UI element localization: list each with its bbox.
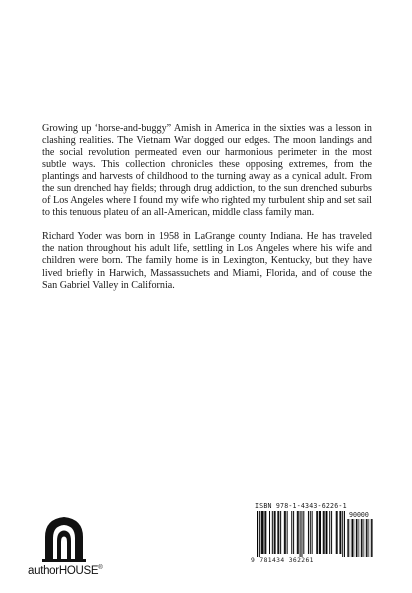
barcode-bar (278, 511, 279, 554)
barcode-bar (326, 511, 327, 554)
barcode-bar (291, 511, 292, 554)
addon-bar (372, 519, 373, 557)
addon-bar (356, 519, 357, 557)
barcode-bar (323, 511, 324, 554)
barcode-digits: 9 781434 362261 (251, 557, 314, 564)
barcode-bar (274, 511, 275, 554)
publisher-name-bold: HOUSE (58, 565, 99, 577)
barcode-bar (277, 511, 278, 554)
publisher-name-light: author (28, 565, 59, 577)
barcode-bar (331, 511, 332, 554)
blurb-paragraph-author-bio: Richard Yoder was born in 1958 in LaGrange county Indiana. He has traveled the nation throughout his adult life, settling in Los Angeles where his wife and children were born. The family home is in Lexington, Kentucky, but they have lived briefly in Harwich, Massassuchets and Miami, Florida, and of couse the San Gabriel Valley in California. (42, 231, 372, 291)
isbn-barcode (251, 502, 379, 568)
barcode-bar (319, 511, 320, 554)
barcode-bar (316, 511, 317, 554)
addon-bar (359, 519, 360, 557)
barcode-bar (303, 511, 304, 554)
authorhouse-arch-icon (42, 515, 86, 563)
barcode-bar (297, 511, 298, 554)
addon-bar (347, 519, 348, 557)
addon-bar (358, 519, 359, 557)
barcode-bar (275, 511, 276, 554)
addon-bar (366, 519, 367, 557)
barcode-bar (259, 511, 260, 557)
addon-bar (361, 519, 362, 557)
ean13-barcode-bars (257, 511, 345, 557)
barcode-bar (300, 511, 301, 557)
barcode-bar (261, 511, 262, 554)
barcode-bar (339, 511, 340, 554)
addon-bar (361, 519, 362, 557)
price-code: 90000 (349, 511, 369, 519)
barcode-bar (284, 511, 285, 554)
addon-bar (371, 519, 372, 557)
barcode-bar (272, 511, 273, 554)
barcode-bar (262, 511, 263, 554)
barcode-bar (280, 511, 281, 554)
barcode-bar (337, 511, 338, 554)
barcode-bar (298, 511, 299, 554)
addon-bar (348, 519, 349, 557)
publisher-logo (28, 515, 104, 585)
barcode-bar (293, 511, 294, 554)
addon-bar (371, 519, 372, 557)
addon-bar (352, 519, 353, 557)
barcode-bar (344, 511, 345, 557)
registered-mark: ® (98, 565, 103, 572)
addon-bar (349, 519, 350, 557)
barcode-bar (324, 511, 325, 554)
addon-bar (353, 519, 354, 557)
barcode-bar (308, 511, 309, 554)
barcode-bar (340, 511, 341, 554)
barcode-bar (326, 511, 327, 554)
barcode-bar (287, 511, 288, 554)
barcode-bar (312, 511, 313, 554)
barcode-bar (310, 511, 311, 554)
addon-bar (364, 519, 365, 557)
barcode-bar (285, 511, 286, 554)
barcode-bar (329, 511, 330, 554)
addon-bar (369, 519, 370, 557)
publisher-wordmark (28, 565, 108, 577)
barcode-bar (263, 511, 264, 554)
addon-bar (367, 519, 368, 557)
addon-bar (356, 519, 357, 557)
barcode-bar (317, 511, 318, 554)
addon-bar (366, 519, 367, 557)
addon-bar (362, 519, 363, 557)
addon-bar (354, 519, 355, 557)
addon-barcode-bars (347, 519, 373, 557)
blurb-text (42, 123, 372, 304)
barcode-bar (320, 511, 321, 554)
barcode-bar (301, 511, 302, 557)
isbn-label: ISBN 978-1-4343-6226-1 (255, 502, 347, 510)
barcode-bar (257, 511, 258, 557)
addon-bar (351, 519, 352, 557)
barcode-bar (265, 511, 266, 554)
blurb-paragraph-summary: Growing up ‘horse-and-buggy” Amish in America in the sixties was a lesson in clashing realities. The Vietnam War dogged our edges. The moon landings and the social revolution permeated even our harmonious perimeter in the most subtle ways. This collection chronicles these opposing extremes, from the plantings and harvests of childhood to the turning away as a cynical adult. From the sun drenched hay fields; through drug addiction, to the sun drenched suburbs of Los Angeles where I found my wife who righted my turbulent ship and set sail to this tenuous plateu of an all-American, middle class family man. (42, 123, 372, 219)
barcode-bar (342, 511, 343, 557)
barcode-bar (269, 511, 270, 554)
barcode-bar (336, 511, 337, 554)
barcode-bar (264, 511, 265, 554)
